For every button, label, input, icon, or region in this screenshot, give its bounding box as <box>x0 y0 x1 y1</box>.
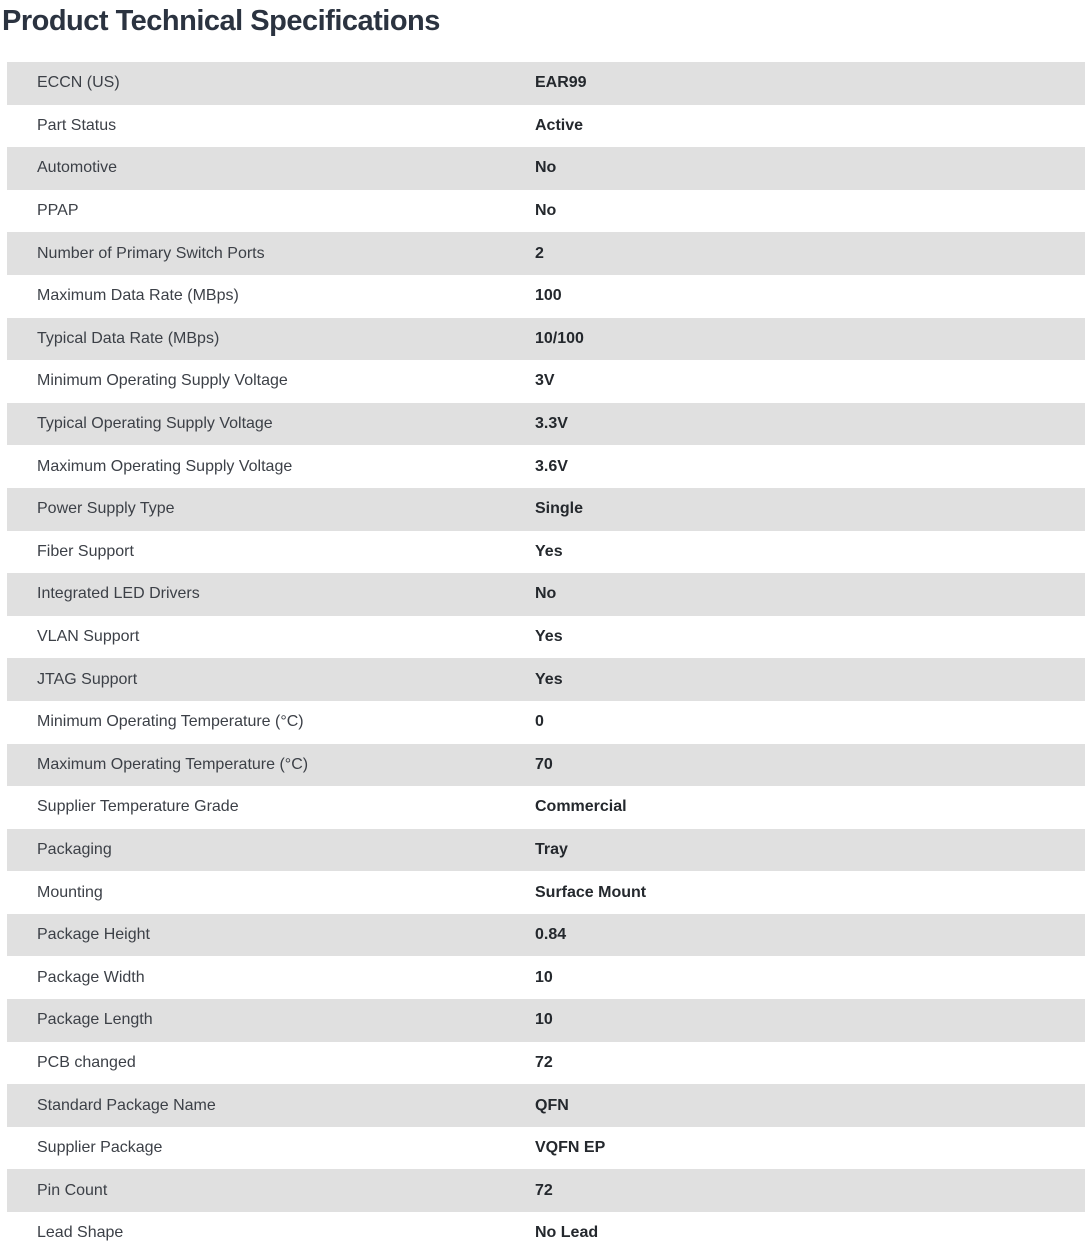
spec-value: No <box>535 585 557 603</box>
spec-label: Part Status <box>37 116 117 134</box>
table-row <box>7 701 1085 744</box>
table-row <box>7 871 1085 914</box>
spec-label: Package Length <box>37 1011 153 1029</box>
table-row <box>7 360 1085 403</box>
table-row <box>7 531 1085 574</box>
spec-value: Surface Mount <box>535 883 647 901</box>
spec-label: Number of Primary Switch Ports <box>37 244 265 262</box>
spec-label: JTAG Support <box>37 670 138 688</box>
table-row <box>7 1169 1085 1212</box>
table-row <box>7 403 1085 446</box>
spec-label: Package Height <box>37 926 150 944</box>
spec-label: Package Width <box>37 968 145 986</box>
spec-label: Minimum Operating Temperature (°C) <box>37 713 304 731</box>
spec-value: 0 <box>535 713 544 731</box>
spec-value: 70 <box>535 755 553 773</box>
spec-value: Yes <box>535 542 563 560</box>
spec-value: Active <box>535 116 584 134</box>
spec-value: 2 <box>535 244 544 262</box>
table-row <box>7 147 1085 190</box>
spec-label: Supplier Temperature Grade <box>37 798 239 816</box>
spec-label: VLAN Support <box>37 628 140 646</box>
table-row <box>7 105 1085 148</box>
spec-label: PCB changed <box>37 1053 136 1071</box>
page-title: Product Technical Specifications <box>2 5 440 37</box>
table-row <box>7 829 1085 872</box>
spec-label: Power Supply Type <box>37 500 175 518</box>
table-row <box>7 275 1085 318</box>
spec-label: Automotive <box>37 159 118 177</box>
spec-value: No <box>535 159 557 177</box>
spec-value: 3V <box>535 372 555 390</box>
table-row <box>7 232 1085 275</box>
spec-value: No <box>535 202 557 220</box>
spec-value: Tray <box>535 840 568 858</box>
spec-label: Pin Count <box>37 1181 108 1199</box>
spec-label: Maximum Operating Temperature (°C) <box>37 755 309 773</box>
table-row <box>7 744 1085 787</box>
table-row <box>7 786 1085 829</box>
spec-label: Maximum Operating Supply Voltage <box>37 457 293 475</box>
spec-value: EAR99 <box>535 74 587 92</box>
spec-label: Fiber Support <box>37 542 134 560</box>
spec-value: Yes <box>535 628 563 646</box>
spec-label: Packaging <box>37 840 112 858</box>
spec-label: Lead Shape <box>37 1224 124 1242</box>
table-row <box>7 1212 1085 1255</box>
spec-value: Single <box>535 500 584 518</box>
table-row <box>7 999 1085 1042</box>
spec-label: Maximum Data Rate (MBps) <box>37 287 239 305</box>
table-row <box>7 190 1085 233</box>
spec-value: QFN <box>535 1096 569 1114</box>
table-row <box>7 914 1085 957</box>
spec-value: 10 <box>535 968 553 986</box>
table-row <box>7 1127 1085 1170</box>
table-row <box>7 445 1085 488</box>
table-row <box>7 956 1085 999</box>
table-row <box>7 658 1085 701</box>
spec-value: 3.6V <box>535 457 568 475</box>
spec-value: Yes <box>535 670 563 688</box>
spec-value: Commercial <box>535 798 627 816</box>
spec-value: 72 <box>535 1181 553 1199</box>
spec-label: Typical Operating Supply Voltage <box>37 415 273 433</box>
spec-label: Standard Package Name <box>37 1096 216 1114</box>
spec-value: 100 <box>535 287 562 305</box>
spec-label: Supplier Package <box>37 1139 163 1157</box>
spec-value: 10 <box>535 1011 553 1029</box>
spec-value: 72 <box>535 1053 553 1071</box>
spec-value: No Lead <box>535 1224 599 1242</box>
spec-value: VQFN EP <box>535 1139 606 1157</box>
table-row <box>7 1042 1085 1085</box>
spec-value: 10/100 <box>535 329 584 347</box>
table-row <box>7 62 1085 105</box>
spec-label: Typical Data Rate (MBps) <box>37 329 220 347</box>
spec-value: 3.3V <box>535 415 568 433</box>
table-row <box>7 1084 1085 1127</box>
table-row <box>7 488 1085 531</box>
spec-label: Integrated LED Drivers <box>37 585 200 603</box>
table-row <box>7 616 1085 659</box>
spec-label: Minimum Operating Supply Voltage <box>37 372 288 390</box>
spec-label: ECCN (US) <box>37 74 120 92</box>
spec-value: 0.84 <box>535 926 567 944</box>
spec-table <box>7 62 1085 1255</box>
table-row <box>7 318 1085 361</box>
spec-label: PPAP <box>37 202 79 220</box>
spec-label: Mounting <box>37 883 103 901</box>
table-row <box>7 573 1085 616</box>
